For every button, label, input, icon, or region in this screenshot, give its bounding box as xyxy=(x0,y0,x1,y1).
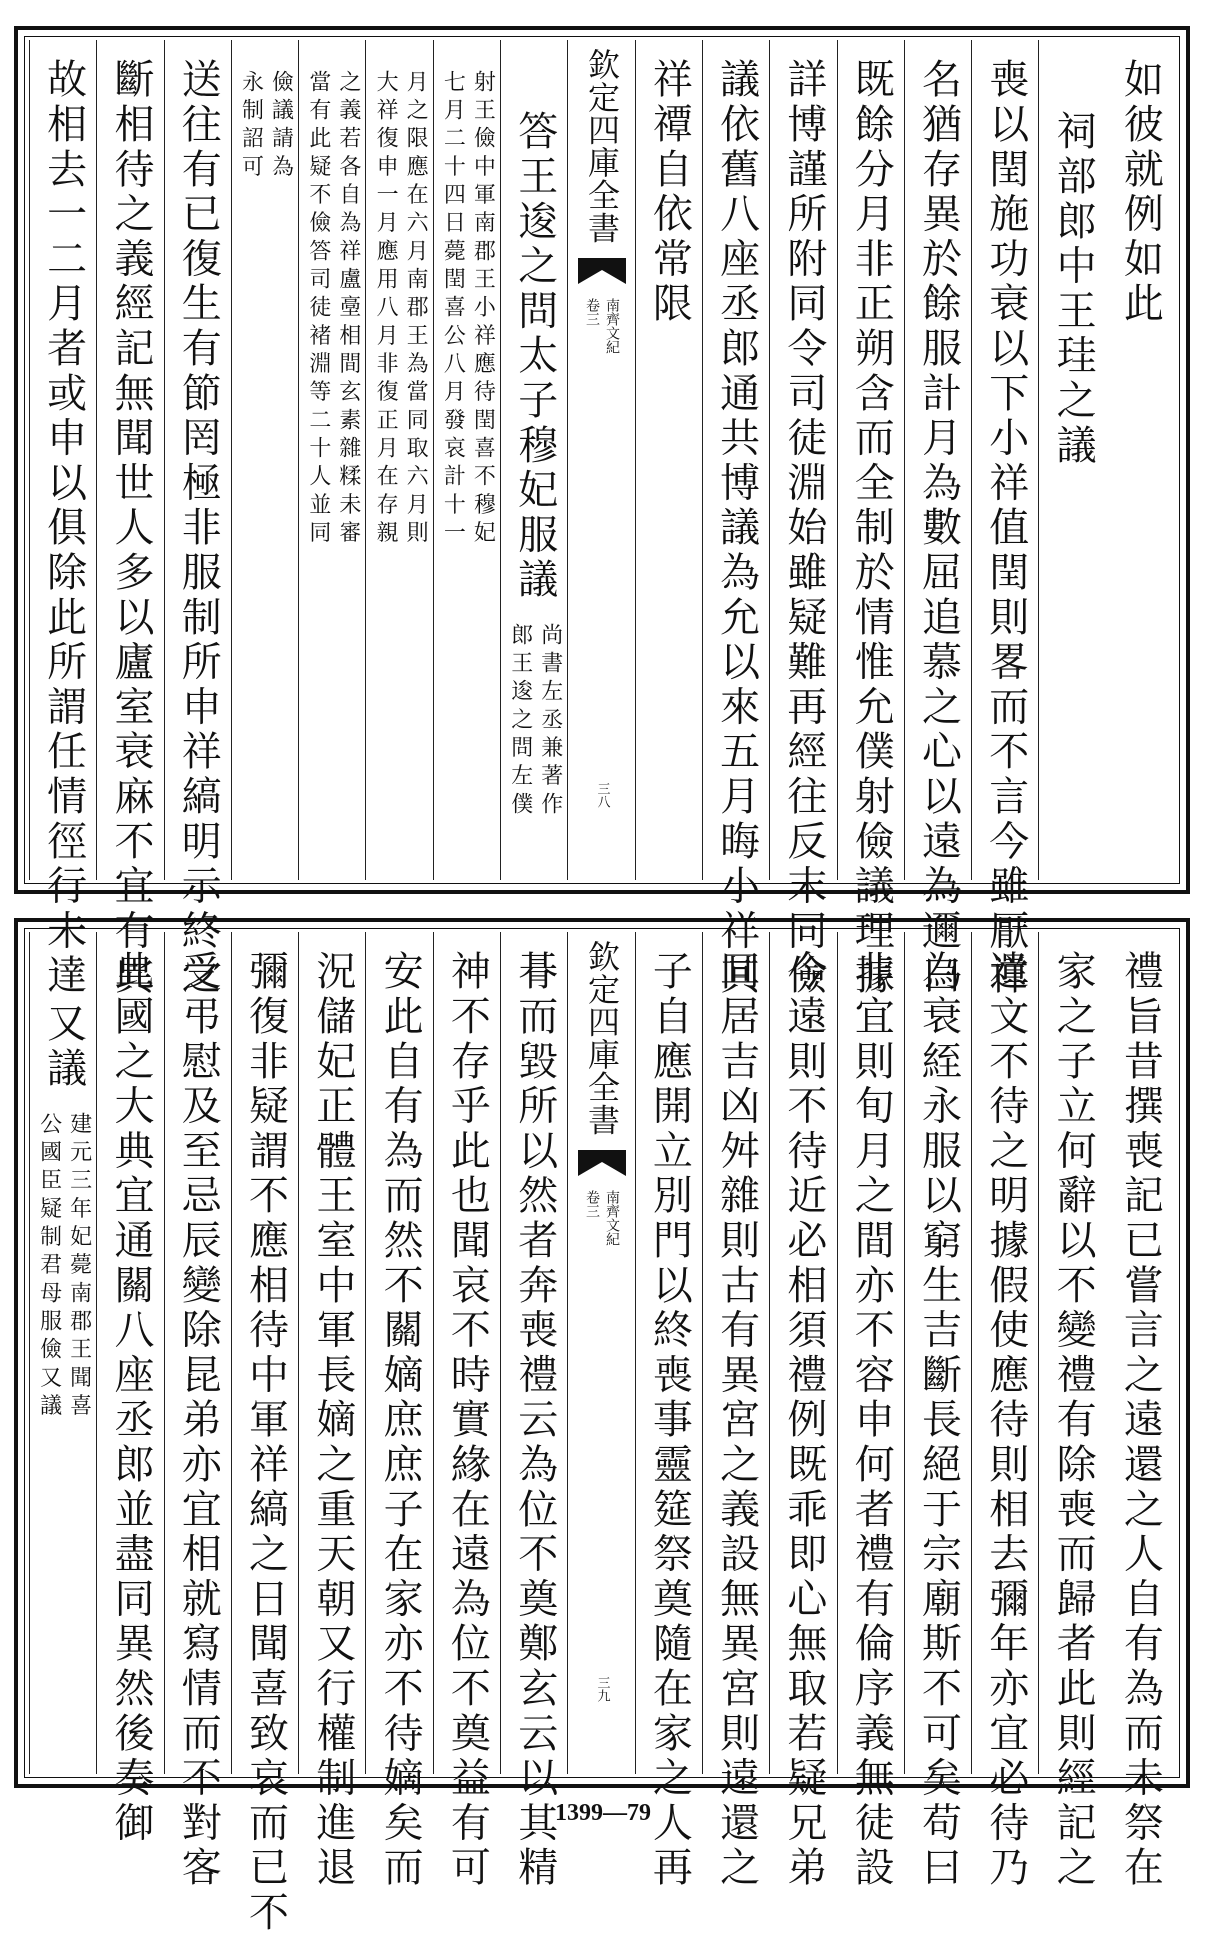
page-number: 1399—79 xyxy=(555,1800,651,1826)
note-line: 建元三年妃薨南郡王聞喜 xyxy=(66,1111,92,1422)
text-line: 受弔慰及至忌辰變除昆弟亦宜相就寫情而不對客 xyxy=(175,950,222,1891)
chapter-number: 卷三 xyxy=(584,297,601,326)
text-column xyxy=(702,40,770,999)
chapter-label xyxy=(585,298,619,354)
annotation-line: 當有此疑不儉答司徒褚淵等二十人並同 xyxy=(305,70,331,549)
text-line: 非宜則旬月之間亦不容申何者禮有倫序義無徒設 xyxy=(848,950,895,1891)
annotation-line: 月之限應在六月南郡王為當同取六月則 xyxy=(403,70,429,549)
book-title: 欽定四庫全書 xyxy=(583,940,622,1136)
text-column xyxy=(769,932,837,1891)
text-column xyxy=(298,932,366,1891)
center-fold-column xyxy=(567,932,635,1774)
text-line: 送往有已復生有節罔極非服制所申祥縞明示終之 xyxy=(175,58,222,999)
text-line: 名猶存異於餘服計月為數屈追慕之心以遠為邇曰 xyxy=(915,58,962,999)
text-column xyxy=(971,932,1039,1891)
annotation-line: 七月二十四日薨閏喜公八月發哀計十一 xyxy=(440,70,466,549)
text-column xyxy=(1107,932,1174,1891)
text-line: 安此自有為而然不關嫡庶庶子在家亦不待嫡矣而 xyxy=(377,950,424,1891)
annotation-line: 永制詔可 xyxy=(238,70,264,183)
top-page-panel xyxy=(14,26,1190,999)
text-column xyxy=(96,932,164,1846)
text-line: 今遠則不待近必相須禮例既乖即心無取若疑兄弟 xyxy=(780,950,827,1891)
annotation-line: 大祥復申一月應用八月非復正月在存親 xyxy=(373,70,399,549)
folio-number: 三八 xyxy=(594,782,610,808)
text-line: 此國之大典宜通關八座丞郎並盡同異然後奏御 xyxy=(107,950,154,1846)
text-line: 祠部郎中王珪之議 xyxy=(1050,110,1097,469)
text-column xyxy=(164,932,232,1891)
text-column xyxy=(904,40,972,999)
heading-note xyxy=(38,1098,90,1422)
text-column xyxy=(500,932,568,1891)
text-line: 彌復非疑謂不應相待中軍祥縞之日聞喜致哀而已不 xyxy=(242,950,289,1936)
double-line-annotation xyxy=(373,56,429,549)
note-line: 郎王逡之問左僕 xyxy=(507,622,533,820)
annotation-line: 射王儉中軍南郡王小祥應待閏喜不穆妃 xyxy=(470,70,496,549)
text-column xyxy=(164,40,232,999)
text-line: 禮旨昔撰喪記已嘗言之遠還之人自有為而未祭在 xyxy=(1117,950,1164,1891)
text-line: 議依舊八座丞郎通共博議為允以來五月晦小祥其 xyxy=(713,58,760,999)
section-heading: 又議 xyxy=(40,1002,87,1092)
annotation-line: 儉議請為 xyxy=(268,70,294,183)
text-line: 如彼就例如此 xyxy=(1117,58,1164,327)
double-line-annotation xyxy=(440,56,496,549)
text-column xyxy=(96,40,164,999)
note-line: 尚書左丞兼著作 xyxy=(537,622,563,820)
text-column xyxy=(231,932,299,1936)
heading-note xyxy=(509,609,561,820)
fish-tail-mark-icon xyxy=(578,258,626,284)
text-line: 家之子立何辭以不變禮有除喪而歸者此則經記之 xyxy=(1050,950,1097,1891)
text-column xyxy=(635,40,703,880)
text-column xyxy=(837,40,905,999)
annotation-column xyxy=(231,40,299,880)
double-line-annotation xyxy=(307,56,359,549)
center-fold-column xyxy=(567,40,635,880)
text-line: 為衰絰永服以窮生吉斷長絕于宗廟斯不可矣苟曰 xyxy=(915,950,962,1891)
book-title: 欽定四庫全書 xyxy=(583,48,622,244)
text-column xyxy=(702,932,770,1891)
text-line: 斷相待之義經記無聞世人多以廬室衰麻不宜有異 xyxy=(107,58,154,999)
text-line: 故相去一二月者或申以俱除此所謂任情徑行未達 xyxy=(40,58,87,999)
book-name: 南齊文紀 xyxy=(604,297,621,354)
annotation-line: 之義若各自為祥盧㙜相間玄素雜糅未審 xyxy=(335,70,361,549)
text-column xyxy=(433,932,501,1891)
folio-number: 三九 xyxy=(594,1676,610,1702)
text-column xyxy=(904,932,972,1891)
text-column xyxy=(1038,932,1106,1891)
annotation-column xyxy=(298,40,366,880)
text-line: 遺文不待之明據假使應待則相去彌年亦宜必待乃 xyxy=(982,950,1029,1891)
annotation-column xyxy=(365,40,433,880)
text-line: 神不存乎此也聞哀不時實緣在遠為位不奠益有可 xyxy=(444,950,491,1891)
text-line: 詳博謹所附同令司徒淵始雖疑難再經往反末同儉 xyxy=(780,58,827,999)
annotation-column xyxy=(433,40,501,880)
text-column xyxy=(365,932,433,1891)
heading-column xyxy=(500,40,568,880)
text-column xyxy=(769,40,837,999)
text-line: 喪以閏施功衰以下小祥值閏則畧而不言今雖厭祥 xyxy=(982,58,1029,999)
text-column xyxy=(29,40,97,999)
double-line-annotation xyxy=(240,56,292,183)
heading-column xyxy=(29,932,97,1774)
text-line: 同居吉凶舛雜則古有異宮之義設無異宮則遠還之 xyxy=(713,950,760,1891)
text-column xyxy=(837,932,905,1891)
text-column xyxy=(1107,40,1174,880)
text-line: 祥禫自依常限 xyxy=(646,58,693,327)
note-line: 公國臣疑制君母服儉又議 xyxy=(36,1111,62,1422)
text-column xyxy=(1038,40,1106,880)
text-line: 子自應開立別門以終喪事靈筵祭奠隨在家之人再 xyxy=(646,950,693,1891)
text-line: 況儲妃正體王室中軍長嫡之重天朝又行權制進退 xyxy=(309,950,356,1891)
text-line: 既餘分月非正朔含而全制於情惟允僕射儉議理據 xyxy=(848,58,895,999)
fish-tail-mark-icon xyxy=(578,1150,626,1176)
chapter-number: 卷三 xyxy=(584,1189,601,1218)
section-heading: 答王逡之問太子穆妃服議 xyxy=(511,110,558,603)
chapter-label xyxy=(585,1190,619,1246)
text-column xyxy=(635,932,703,1891)
text-column xyxy=(971,40,1039,999)
book-name: 南齊文紀 xyxy=(604,1189,621,1246)
text-line: 朞而毀所以然者奔喪禮云為位不奠鄭玄云以其精 xyxy=(511,950,558,1891)
